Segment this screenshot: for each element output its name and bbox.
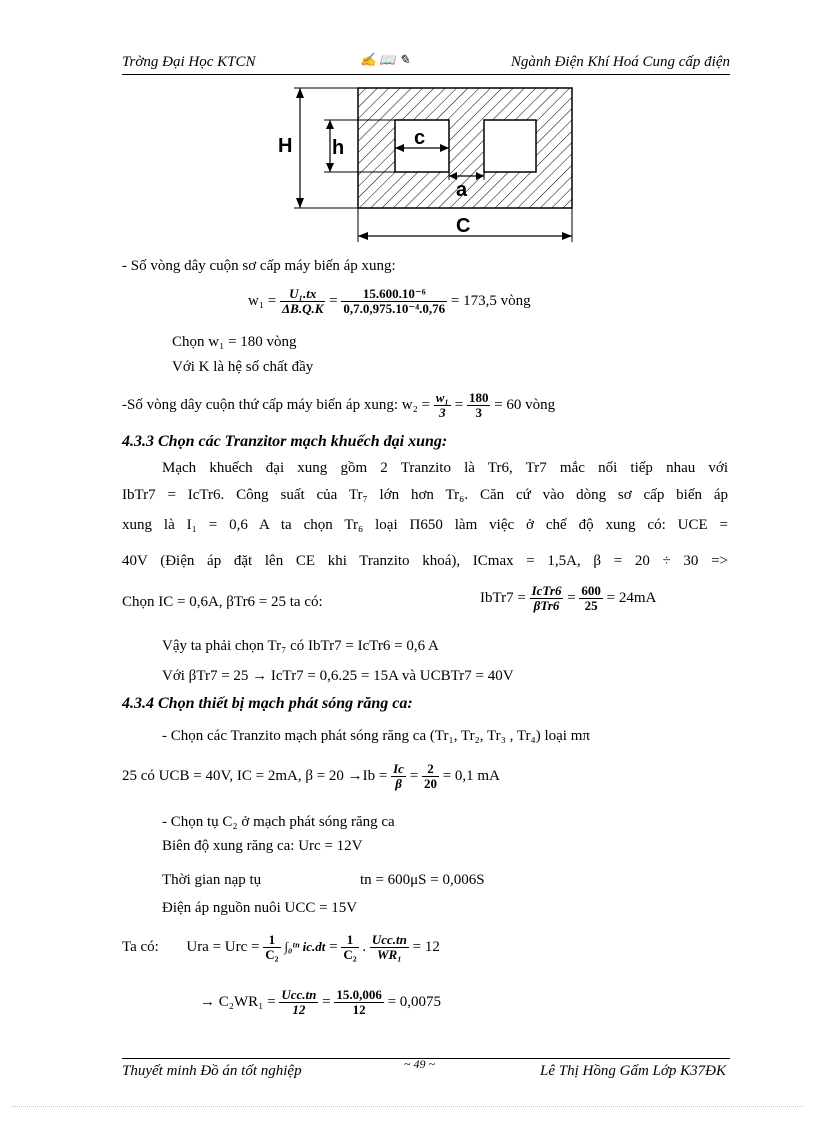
- header-book-icon: ✍ 📖 ✎: [360, 52, 410, 67]
- page-edge: [12, 1106, 804, 1107]
- formula-c2wr1: → C₂WR₁ = $\frac{\text{Ucc.tn}}{12}$ = $\frac{15.0,006}{12}$ = 0,0075: [200, 987, 442, 1018]
- integral-term: ∫₀ᵗⁿ ic.dt: [284, 939, 326, 954]
- label-a: a: [456, 179, 468, 201]
- choose-w1: Chọn w₁ = 180 vòng: [172, 334, 297, 350]
- s433-line6: Vậy ta phải chọn Tr₇ có IbTr7 = IcTr6 = 0,6 A: [162, 638, 439, 654]
- s433-line2: IbTr7 = IcTr6. Công suất của Tr₇ lớn hơn Tr₆. Căn cứ vào dòng sơ cấp biến áp: [122, 487, 728, 503]
- s434-line4: Biên độ xung răng ca: Urc = 12V: [162, 838, 363, 854]
- w2-frac1: $\frac{\text{w₁}}{3}$: [435, 390, 449, 421]
- ura-frac1: $\frac{1}{\text{C₂}}$: [265, 932, 279, 963]
- formula-ibtr7: IbTr7 = $\frac{\text{IcTr6}}{\text{βTr6}}$ = $\frac{600}{25}$ = 24mA: [480, 583, 657, 614]
- label-c: c: [414, 127, 426, 149]
- ib-frac1: $\frac{Ic}{\beta}$: [393, 761, 404, 792]
- s434-line6: Điện áp nguồn nuôi UCC = 15V: [162, 900, 358, 916]
- formula-ura: Ta có: Ura = Urc = $\frac{1}{\text{C₂}}$ ∫₀ᵗⁿ ic.dt = $\frac{1}{\text{C₂}}$ . $\frac{\text{Ucc.tn}}{\text{WR₁}}$ = 12: [122, 932, 440, 963]
- ibtr7-frac2: $\frac{600}{25}$: [581, 583, 601, 614]
- heading-4-3-3: 4.3.3 Chọn các Tranzitor mạch khuếch đại xung:: [122, 433, 448, 450]
- s433-line7: Với βTr7 = 25 → IcTr7 = 0,6.25 = 15A và UCBTr7 = 40V: [162, 668, 514, 684]
- c2wr1-frac1: $\frac{\text{Ucc.tn}}{12}$: [281, 987, 317, 1018]
- ura-frac2: $\frac{1}{\text{C₂}}$: [343, 932, 357, 963]
- heading-4-3-4: 4.3.4 Chọn thiết bị mạch phát sóng răng ca:: [122, 695, 413, 712]
- ib-result: = 0,1 mA: [442, 768, 500, 784]
- formula-ib: 25 có UCB = 40V, IC = 2mA, β = 20 →Ib = $\frac{Ic}{\beta}$ = $\frac{2}{20}$ = 0,1 mA: [122, 761, 500, 792]
- label-C: C: [456, 215, 471, 237]
- header-department: Ngành Điện Khí Hoá Cung cấp điện: [510, 54, 730, 70]
- footer-page-number: ~ 49 ~: [404, 1057, 435, 1071]
- footer-author: Lê Thị Hồng Gấm Lớp K37ĐK: [540, 1063, 726, 1079]
- ib-frac2: $\frac{2}{20}$: [423, 761, 437, 792]
- label-H: H: [278, 135, 293, 157]
- ibtr7-result: = 24mA: [606, 590, 657, 606]
- core-window-right: [484, 120, 536, 172]
- core-diagram: [270, 82, 590, 242]
- w2-frac2: $\frac{180}{3}$: [468, 390, 489, 421]
- fill-factor-note: Với K là hệ số chất đầy: [172, 359, 314, 375]
- s433-line1: Mạch khuếch đại xung gồm 2 Tranzito là Tr6, Tr7 mắc nối tiếp nhau với: [162, 460, 728, 476]
- s433-line3: xung là I₁ = 0,6 A ta chọn Tr₆ loại Π650 làm việc ở chế độ xung có: UCE =: [122, 517, 728, 533]
- s434-charge-time-value: tn = 600μS = 0,006S: [360, 872, 485, 888]
- w2-result: = 60 vòng: [494, 397, 556, 413]
- w1-frac2: $\frac{\text{15.600.10⁻⁶}}{\text{0,7.0,975.10⁻⁴.0,76}}$: [343, 286, 446, 317]
- formula-w1: w₁ = $\frac{\text{U₁.tx}}{\Delta B.Q.K}$ = $\frac{\text{15.600.10⁻⁶}}{\text{0,7.0,975.10⁻⁴.0,76}}$ = 173,5 vòng: [248, 286, 531, 317]
- s434-line1: - Chọn các Tranzito mạch phát sóng răng ca (Tr₁, Tr₂, Tr₃ , Tr₄) loại mπ: [162, 728, 590, 744]
- primary-winding-intro: - Số vòng dây cuộn sơ cấp máy biến áp xung:: [122, 258, 396, 274]
- c2wr1-frac2: $\frac{15.0,006}{12}$: [336, 987, 382, 1018]
- footer-title: Thuyết minh Đồ án tốt nghiệp: [122, 1063, 302, 1079]
- s434-line3: - Chọn tụ C₂ ở mạch phát sóng răng ca: [162, 814, 395, 830]
- page-header: [122, 52, 730, 75]
- page-footer: [122, 1058, 730, 1081]
- ura-frac3: $\frac{\text{Ucc.tn}}{\text{WR₁}}$: [371, 932, 407, 963]
- w1-result: = 173,5 vòng: [450, 293, 531, 309]
- s433-line5: Chọn IC = 0,6A, βTr6 = 25 ta có:: [122, 594, 323, 610]
- ura-result: = 12: [412, 939, 440, 955]
- formula-w2: -Số vòng dây cuộn thứ cấp máy biến áp xung: w₂ = $\frac{\text{w₁}}{3}$ = $\frac{180}{3}$ = 60 vòng: [122, 390, 556, 421]
- header-school: Trờng Đại Học KTCN: [122, 54, 256, 70]
- ibtr7-frac1: $\frac{\text{IcTr6}}{\text{βTr6}}$: [531, 583, 562, 614]
- w1-frac1: $\frac{\text{U₁.tx}}{\Delta B.Q.K}$: [282, 286, 324, 317]
- label-h: h: [332, 137, 345, 159]
- s433-line4: 40V (Điện áp đặt lên CE khi Tranzito khoá), ICmax = 1,5A, β = 20 ÷ 30 =>: [122, 553, 728, 569]
- c2wr1-result: = 0,0075: [387, 994, 442, 1010]
- w1-lhs: w₁ =: [248, 293, 277, 309]
- s434-charge-time-label: Thời gian nạp tụ: [162, 872, 262, 888]
